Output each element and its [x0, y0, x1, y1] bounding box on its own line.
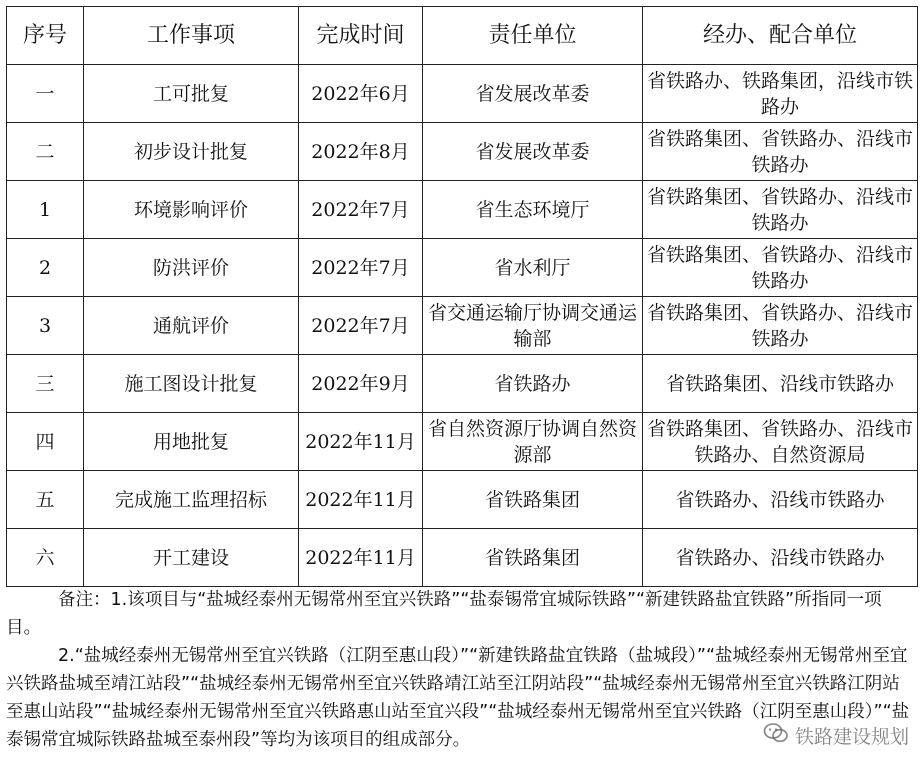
cell-date: 2022年7月 [299, 297, 423, 355]
cell-seq: 三 [7, 355, 84, 413]
cell-seq: 四 [7, 413, 84, 471]
table-row [7, 355, 918, 413]
cell-seq: 六 [7, 529, 84, 587]
cell-task: 通航评价 [84, 297, 299, 355]
cell-partners: 省铁路集团、省铁路办、沿线市铁路办 [643, 297, 918, 355]
cell-owner: 省铁路集团 [423, 529, 643, 587]
cell-task: 初步设计批复 [84, 123, 299, 181]
cell-date: 2022年11月 [299, 471, 423, 529]
cell-partners: 省铁路集团、省铁路办、沿线市铁路办、自然资源局 [643, 413, 918, 471]
header-date: 完成时间 [299, 7, 423, 65]
cell-owner: 省自然资源厅协调自然资源部 [423, 413, 643, 471]
table-row [7, 297, 918, 355]
cell-partners: 省铁路办、沿线市铁路办 [643, 471, 918, 529]
table-body [7, 65, 918, 587]
table-header [7, 7, 918, 65]
cell-seq: 一 [7, 65, 84, 123]
cell-partners: 省铁路集团、省铁路办、沿线市铁路办 [643, 123, 918, 181]
cell-seq: 五 [7, 471, 84, 529]
cell-partners: 省铁路集团、省铁路办、沿线市铁路办 [643, 181, 918, 239]
wechat-icon [763, 722, 789, 749]
cell-task: 完成施工监理招标 [84, 471, 299, 529]
cell-task: 用地批复 [84, 413, 299, 471]
cell-date: 2022年7月 [299, 181, 423, 239]
table-row [7, 413, 918, 471]
cell-partners: 省铁路集团、沿线市铁路办 [643, 355, 918, 413]
table-row [7, 123, 918, 181]
header-task: 工作事项 [84, 7, 299, 65]
cell-task: 工可批复 [84, 65, 299, 123]
cell-partners: 省铁路集团、省铁路办、沿线市铁路办 [643, 239, 918, 297]
schedule-table [6, 6, 918, 587]
cell-seq: 3 [7, 297, 84, 355]
table-row [7, 529, 918, 587]
cell-task: 开工建设 [84, 529, 299, 587]
cell-date: 2022年8月 [299, 123, 423, 181]
cell-owner: 省交通运输厅协调交通运输部 [423, 297, 643, 355]
header-seq: 序号 [7, 7, 84, 65]
note-1: 备注：1.该项目与“盐城经泰州无锡常州至宜兴铁路”“盐泰锡常宜城际铁路”“新建铁路盐宜铁路”所指同一项目。 [6, 590, 882, 638]
watermark [763, 722, 909, 749]
cell-task: 防洪评价 [84, 239, 299, 297]
cell-date: 2022年11月 [299, 413, 423, 471]
cell-date: 2022年7月 [299, 239, 423, 297]
cell-date: 2022年9月 [299, 355, 423, 413]
table-row [7, 65, 918, 123]
cell-date: 2022年6月 [299, 65, 423, 123]
table-row [7, 239, 918, 297]
cell-owner: 省水利厅 [423, 239, 643, 297]
table-row [7, 181, 918, 239]
cell-date: 2022年11月 [299, 529, 423, 587]
cell-owner: 省铁路办 [423, 355, 643, 413]
header-partners: 经办、配合单位 [643, 7, 918, 65]
cell-owner: 省发展改革委 [423, 65, 643, 123]
cell-seq: 1 [7, 181, 84, 239]
cell-owner: 省铁路集团 [423, 471, 643, 529]
watermark-text: 铁路建设规划 [794, 726, 909, 748]
cell-task: 施工图设计批复 [84, 355, 299, 413]
note-2: 2.“盐城经泰州无锡常州至宜兴铁路（江阴至惠山段）”“新建铁路盐宜铁路（盐城段）”“盐城经泰州无锡常州至宜兴铁路盐城至靖江站段”“盐城经泰州无锡常州至宜兴铁路靖江站至江阴站段”“盐城经泰州无锡常州至宜兴铁路江阴站至惠山站段”“盐城经泰州无锡常州至宜兴铁路惠山站至宜兴段”“盐城经泰州无锡常州至宜兴铁路（江阴至惠山段）”“盐泰锡常宜城际铁路盐城至泰州段”等均为该项目的组成部分。 [6, 646, 910, 750]
cell-seq: 二 [7, 123, 84, 181]
cell-owner: 省生态环境厅 [423, 181, 643, 239]
cell-seq: 2 [7, 239, 84, 297]
header-owner: 责任单位 [423, 7, 643, 65]
table-row [7, 471, 918, 529]
cell-task: 环境影响评价 [84, 181, 299, 239]
cell-partners: 省铁路办、铁路集团，沿线市铁路办 [643, 65, 918, 123]
cell-partners: 省铁路办、沿线市铁路办 [643, 529, 918, 587]
header-row [7, 7, 918, 65]
cell-owner: 省发展改革委 [423, 123, 643, 181]
